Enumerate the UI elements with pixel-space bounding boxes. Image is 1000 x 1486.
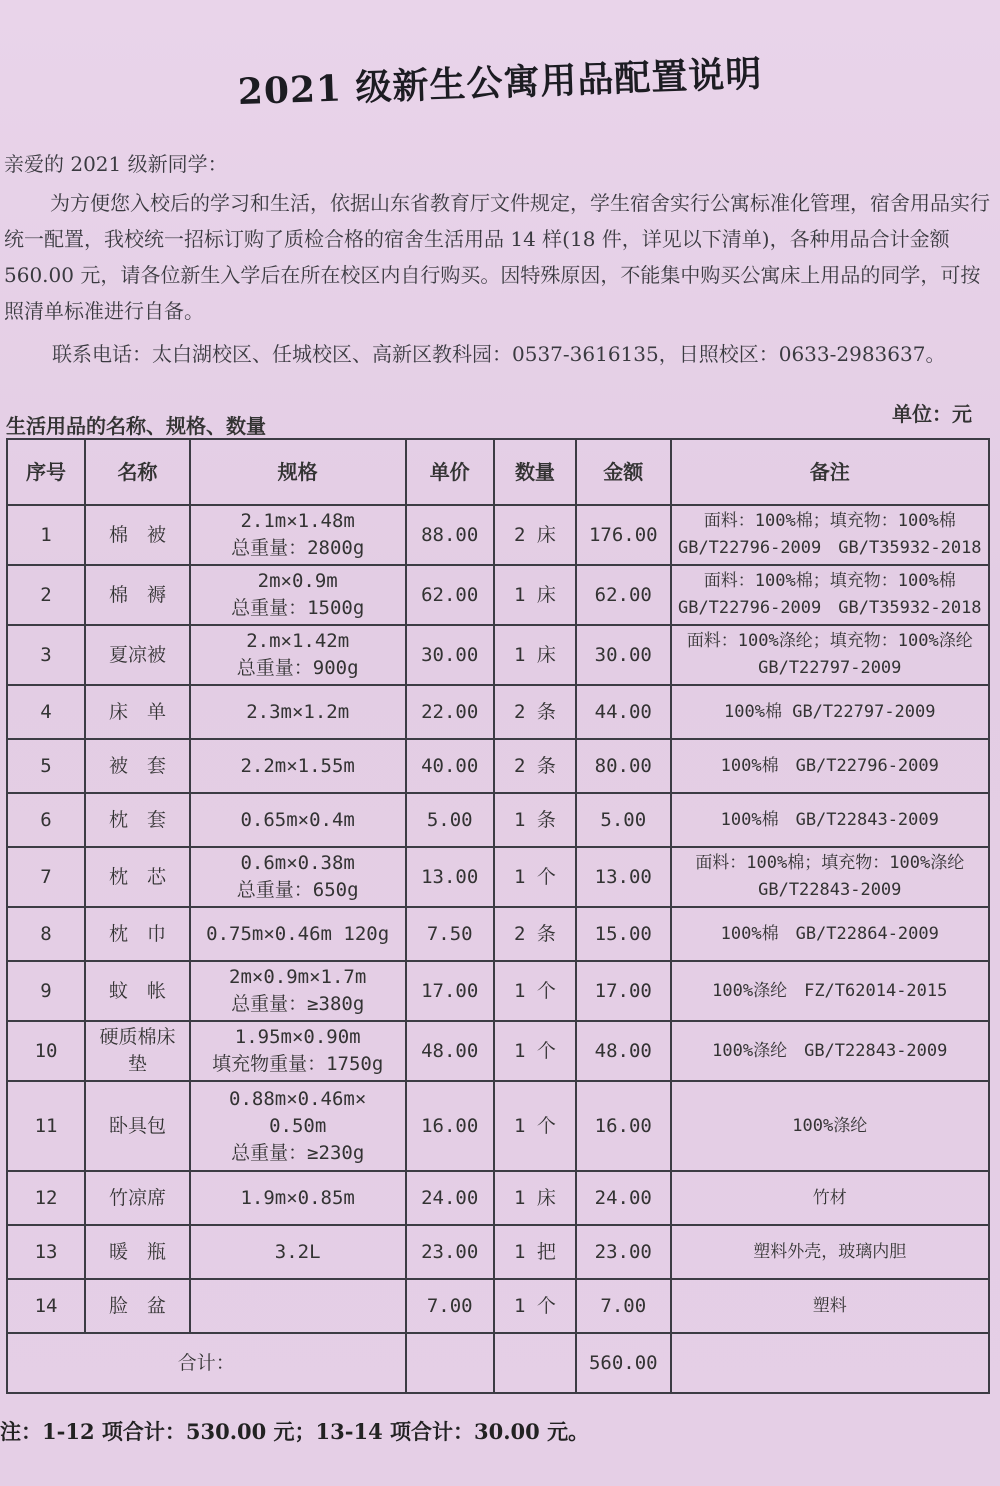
intro-paragraph: 为方便您入校后的学习和生活，依据山东省教育厅文件规定，学生宿舍实行公寓标准化管理，宿舍用品实行统一配置，我校统一招标订购了质检合格的宿舍生活用品 14 样(18 件，详见以下清单)，各种用品合计金额 560.00 元，请各位新生入学后在所在校区内自行购买。因特殊原因，不能集中购买公寓床上用品的同学，可按照清单标准进行自备。 — [4, 191, 990, 323]
spec-line: 总重量：2800g — [231, 537, 365, 559]
note-line: 面料：100%棉；填充物：100%棉 — [703, 571, 956, 591]
cell-spec — [190, 1081, 406, 1171]
cell-amount: 48.00 — [576, 1021, 671, 1081]
spec-line: 总重量：≥230g — [231, 1141, 365, 1164]
cell-price: 62.00 — [406, 565, 494, 625]
cell-price: 7.00 — [406, 1279, 494, 1333]
cell-qty: 1 个 — [494, 961, 576, 1021]
cell-price: 88.00 — [406, 505, 494, 565]
cell-spec — [190, 505, 406, 565]
header-amount: 金额 — [576, 439, 671, 505]
table-row — [7, 685, 989, 739]
table-row — [7, 793, 989, 847]
cell-spec — [190, 961, 406, 1021]
table-row — [7, 739, 989, 793]
cell-spec — [190, 1279, 406, 1333]
cell-name: 床 单 — [85, 685, 190, 739]
cell-name: 棉 褥 — [85, 565, 190, 625]
cell-note — [671, 961, 989, 1021]
cell-qty: 1 床 — [494, 565, 576, 625]
table-row — [7, 505, 989, 565]
cell-name: 硬质棉床垫 — [85, 1021, 190, 1081]
note-line: 100%棉 GB/T22796-2009 — [720, 755, 939, 776]
note-line: 塑料 — [812, 1295, 847, 1316]
cell-amount: 176.00 — [576, 505, 671, 565]
table-row — [7, 907, 989, 961]
spec-line: 填充物重量：1750g — [212, 1053, 384, 1075]
total-amount: 560.00 — [576, 1333, 671, 1393]
cell-name: 枕 芯 — [85, 847, 190, 907]
cell-spec — [190, 565, 406, 625]
cell-no: 12 — [7, 1171, 85, 1225]
cell-qty: 1 条 — [494, 793, 576, 847]
cell-note — [671, 625, 989, 685]
note-line: 竹材 — [812, 1187, 847, 1208]
note-line: 100%棉 GB/T22797-2009 — [724, 701, 936, 722]
cell-spec — [190, 625, 406, 685]
spec-line: 0.50m — [269, 1114, 327, 1137]
table-row — [7, 1279, 989, 1333]
note-line: 100%棉 GB/T22864-2009 — [720, 923, 939, 944]
note-line: GB/T22796-2009 GB/T35932-2018 — [677, 538, 982, 558]
header-note: 备注 — [671, 439, 989, 505]
header-no: 序号 — [7, 439, 85, 505]
cell-note — [671, 1081, 989, 1171]
spec-line: 总重量：1500g — [231, 597, 365, 619]
spec-line: 2m×0.9m — [257, 570, 338, 592]
total-label: 合计： — [7, 1333, 406, 1393]
spec-line: 2m×0.9m×1.7m — [229, 966, 367, 988]
cell-note — [671, 907, 989, 961]
cell-no: 14 — [7, 1279, 85, 1333]
cell-spec — [190, 1171, 406, 1225]
cell-amount: 15.00 — [576, 907, 671, 961]
cell-name: 枕 套 — [85, 793, 190, 847]
greeting: 亲爱的 2021 级新同学： — [4, 152, 228, 176]
note-line: 100%涤纶 GB/T22843-2009 — [712, 1040, 948, 1061]
cell-price: 30.00 — [406, 625, 494, 685]
cell-name: 卧具包 — [85, 1081, 190, 1171]
cell-amount: 62.00 — [576, 565, 671, 625]
page-title: 2021 级新生公寓用品配置说明 — [237, 52, 764, 114]
contact-info: 联系电话：太白湖校区、任城校区、高新区教科园：0537-3616135，日照校区：0633-2983637。 — [52, 342, 946, 366]
cell-amount: 23.00 — [576, 1225, 671, 1279]
cell-note — [671, 1171, 989, 1225]
cell-no: 10 — [7, 1021, 85, 1081]
spec-line: 3.2L — [274, 1240, 321, 1263]
table-row — [7, 1081, 989, 1171]
cell-no: 3 — [7, 625, 85, 685]
cell-qty: 1 个 — [494, 847, 576, 907]
header-name: 名称 — [85, 439, 190, 505]
spec-line: 0.65m×0.4m — [240, 808, 355, 831]
spec-line: 0.88m×0.46m× — [229, 1087, 367, 1110]
spec-line: 总重量：650g — [236, 879, 359, 901]
cell-amount: 16.00 — [576, 1081, 671, 1171]
cell-no: 4 — [7, 685, 85, 739]
table-row — [7, 625, 989, 685]
cell-no: 8 — [7, 907, 85, 961]
header-qty: 数量 — [494, 439, 576, 505]
table-row — [7, 1225, 989, 1279]
spec-line: 0.75m×0.46m 120g — [206, 922, 390, 945]
note-line: GB/T22843-2009 — [758, 880, 902, 900]
spec-line: 总重量：900g — [236, 657, 359, 679]
cell-spec — [190, 907, 406, 961]
cell-note — [671, 793, 989, 847]
cell-no: 9 — [7, 961, 85, 1021]
cell-qty: 1 个 — [494, 1279, 576, 1333]
cell-name: 暖 瓶 — [85, 1225, 190, 1279]
cell-note — [671, 685, 989, 739]
cell-spec — [190, 847, 406, 907]
cell-no: 6 — [7, 793, 85, 847]
cell-qty: 2 床 — [494, 505, 576, 565]
cell-note — [671, 1225, 989, 1279]
cell-price: 16.00 — [406, 1081, 494, 1171]
cell-qty: 2 条 — [494, 907, 576, 961]
cell-spec — [190, 685, 406, 739]
cell-amount: 17.00 — [576, 961, 671, 1021]
cell-note — [671, 739, 989, 793]
cell-qty: 1 床 — [494, 1171, 576, 1225]
cell-spec — [190, 1021, 406, 1081]
table-row — [7, 847, 989, 907]
header-spec: 规格 — [190, 439, 406, 505]
spec-line: 1.9m×0.85m — [240, 1186, 355, 1209]
table-row — [7, 1021, 989, 1081]
cell-no: 1 — [7, 505, 85, 565]
spec-line: 2.m×1.42m — [246, 630, 350, 652]
unit-label: 单位：元 — [892, 402, 972, 426]
cell-note — [671, 847, 989, 907]
items-table — [6, 438, 990, 1394]
table-row — [7, 565, 989, 625]
table-header-row — [7, 439, 989, 505]
cell-price: 5.00 — [406, 793, 494, 847]
note-line: 面料：100%棉；填充物：100%棉 — [703, 511, 956, 531]
note-line: 100%涤纶 FZ/T62014-2015 — [712, 980, 948, 1001]
cell-note — [671, 565, 989, 625]
cell-amount: 80.00 — [576, 739, 671, 793]
cell-name: 被 套 — [85, 739, 190, 793]
cell-qty: 1 把 — [494, 1225, 576, 1279]
cell-spec — [190, 739, 406, 793]
cell-amount: 24.00 — [576, 1171, 671, 1225]
cell-no: 5 — [7, 739, 85, 793]
total-row — [7, 1333, 989, 1393]
cell-note — [671, 505, 989, 565]
spec-line: 2.2m×1.55m — [240, 754, 355, 777]
total-qty-empty — [494, 1333, 576, 1393]
cell-spec — [190, 1225, 406, 1279]
cell-amount: 44.00 — [576, 685, 671, 739]
cell-name: 蚊 帐 — [85, 961, 190, 1021]
cell-note — [671, 1279, 989, 1333]
cell-price: 23.00 — [406, 1225, 494, 1279]
table-body — [7, 505, 989, 1333]
cell-price: 24.00 — [406, 1171, 494, 1225]
note-line: GB/T22796-2009 GB/T35932-2018 — [677, 598, 982, 618]
footnote: 注：1-12 项合计：530.00 元；13-14 项合计：30.00 元。 — [0, 1419, 590, 1444]
cell-qty: 2 条 — [494, 739, 576, 793]
cell-no: 7 — [7, 847, 85, 907]
note-line: GB/T22797-2009 — [758, 658, 902, 678]
cell-name: 夏凉被 — [85, 625, 190, 685]
table-row — [7, 961, 989, 1021]
cell-price: 48.00 — [406, 1021, 494, 1081]
cell-no: 2 — [7, 565, 85, 625]
cell-amount: 30.00 — [576, 625, 671, 685]
table-row — [7, 1171, 989, 1225]
spec-line: 0.6m×0.38m — [240, 852, 355, 874]
header-price: 单价 — [406, 439, 494, 505]
spec-line: 1.95m×0.90m — [234, 1026, 361, 1048]
cell-price: 17.00 — [406, 961, 494, 1021]
note-line: 100%涤纶 — [792, 1115, 868, 1136]
cell-qty: 1 个 — [494, 1081, 576, 1171]
table-caption: 生活用品的名称、规格、数量 — [6, 414, 266, 438]
cell-amount: 7.00 — [576, 1279, 671, 1333]
cell-name: 脸 盆 — [85, 1279, 190, 1333]
cell-qty: 2 条 — [494, 685, 576, 739]
cell-price: 13.00 — [406, 847, 494, 907]
cell-no: 11 — [7, 1081, 85, 1171]
cell-note — [671, 1021, 989, 1081]
cell-no: 13 — [7, 1225, 85, 1279]
total-price-empty — [406, 1333, 494, 1393]
note-line: 面料：100%棉；填充物：100%涤纶 — [695, 853, 965, 873]
total-note-empty — [671, 1333, 989, 1393]
spec-line: 2.3m×1.2m — [246, 700, 350, 723]
note-line: 100%棉 GB/T22843-2009 — [720, 809, 939, 830]
cell-name: 棉 被 — [85, 505, 190, 565]
cell-amount: 5.00 — [576, 793, 671, 847]
cell-amount: 13.00 — [576, 847, 671, 907]
cell-qty: 1 床 — [494, 625, 576, 685]
cell-price: 7.50 — [406, 907, 494, 961]
cell-price: 22.00 — [406, 685, 494, 739]
spec-line: 2.1m×1.48m — [240, 510, 355, 532]
note-line: 塑料外壳，玻璃内胆 — [753, 1241, 907, 1262]
note-line: 面料：100%涤纶；填充物：100%涤纶 — [686, 631, 973, 651]
spec-line: 总重量：≥380g — [231, 993, 365, 1015]
cell-price: 40.00 — [406, 739, 494, 793]
cell-name: 竹凉席 — [85, 1171, 190, 1225]
cell-name: 枕 巾 — [85, 907, 190, 961]
cell-spec — [190, 793, 406, 847]
cell-qty: 1 个 — [494, 1021, 576, 1081]
